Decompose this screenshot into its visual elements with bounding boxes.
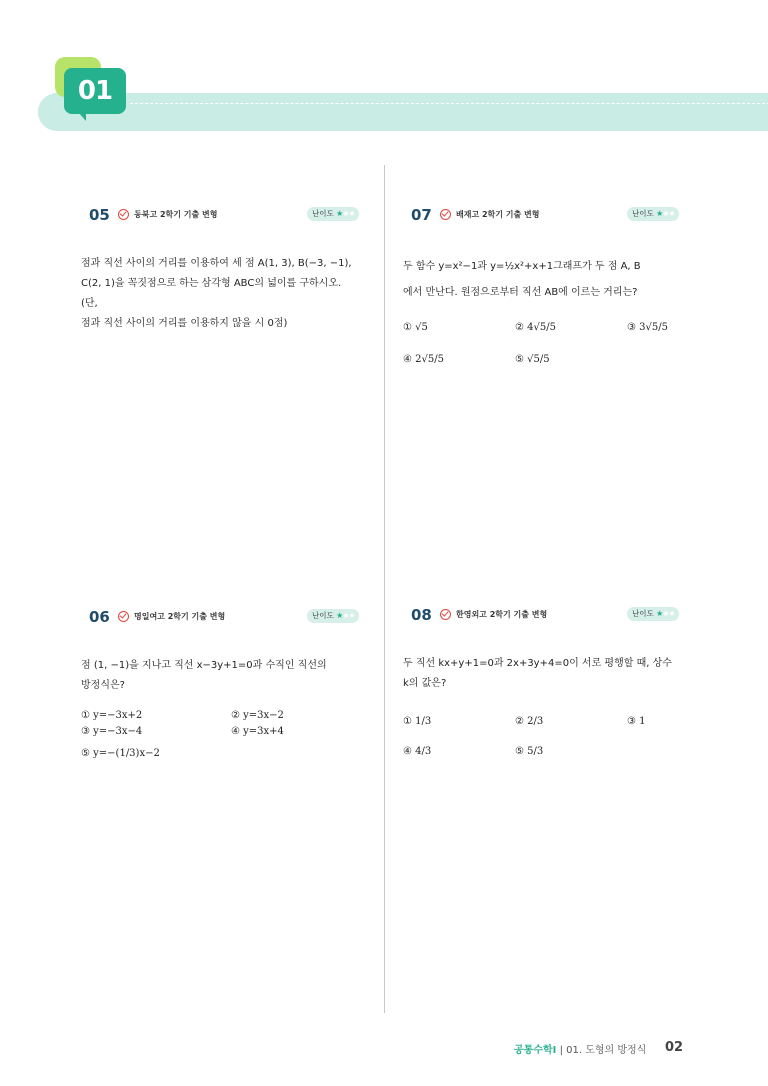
- problem-line: 두 직선 kx+y+1=0과 2x+3y+4=0이 서로 평행할 때, 상수: [403, 658, 672, 669]
- problem-line: 점 (1, −1)을 지나고 직선 x−3y+1=0과 수직인 직선의: [81, 660, 327, 671]
- choice-4[interactable]: ④ y=3x+4: [231, 726, 284, 737]
- choice-4[interactable]: ④ 2√5/5: [403, 354, 444, 365]
- problem-07: [403, 206, 679, 380]
- choice-1[interactable]: ① y=−3x+2: [81, 710, 143, 721]
- problem-text: [81, 656, 361, 696]
- problem-line: 에서 만난다. 원점으로부터 직선 AB에 이르는 거리는?: [403, 287, 638, 298]
- problem-text: [403, 254, 693, 306]
- chapter-header-band: [38, 93, 768, 131]
- choice-3[interactable]: ③ 1: [627, 716, 646, 727]
- footer-separator: |: [559, 1045, 563, 1056]
- problem-source: 배재고 2학기 기출 변형: [456, 210, 540, 219]
- choice-5[interactable]: ⑤ y=−(1/3)x−2: [81, 748, 160, 759]
- footer-chapter: 01. 도형의 방정식: [566, 1045, 647, 1056]
- column-divider: [384, 165, 385, 1013]
- problem-text: [81, 254, 361, 334]
- problem-text: [403, 654, 693, 694]
- footer-book-title: 공통수학Ⅰ: [514, 1045, 557, 1056]
- problem-source: 명일여고 2학기 기출 변형: [134, 612, 226, 621]
- choice-list: [403, 320, 679, 380]
- problem-08: [403, 606, 679, 768]
- check-icon: [118, 209, 129, 220]
- difficulty-badge: [627, 207, 679, 221]
- header-dashed-line: [130, 103, 768, 104]
- problem-line: 점과 직선 사이의 거리를 이용하여 세 점 A(1, 3), B(−3, −1),: [81, 258, 352, 269]
- problem-line: k의 값은?: [403, 678, 447, 689]
- page-number: 02: [665, 1040, 684, 1055]
- star-icons: ★★★: [336, 611, 355, 620]
- chapter-badge: 01: [64, 68, 126, 114]
- choice-2[interactable]: ② 4√5/5: [515, 322, 556, 333]
- star-icons: ★★★: [336, 209, 355, 218]
- check-icon: [118, 611, 129, 622]
- choice-5[interactable]: ⑤ 5/3: [515, 746, 544, 757]
- problem-line: 점과 직선 사이의 거리를 이용하지 않을 시 0점): [81, 318, 288, 329]
- check-icon: [440, 209, 451, 220]
- difficulty-label: 난이도: [312, 209, 334, 218]
- difficulty-badge: [307, 609, 359, 623]
- choice-1[interactable]: ① 1/3: [403, 716, 432, 727]
- difficulty-badge: [627, 607, 679, 621]
- choice-5[interactable]: ⑤ √5/5: [515, 354, 550, 365]
- problem-source: 한영외고 2학기 기출 변형: [456, 610, 548, 619]
- problem-05: [81, 206, 359, 334]
- page-footer: [514, 1041, 646, 1056]
- problem-line: C(2, 1)을 꼭짓점으로 하는 삼각형 ABC의 넓이를 구하시오. (단,: [81, 278, 342, 309]
- choice-2[interactable]: ② y=3x−2: [231, 710, 284, 721]
- choice-3[interactable]: ③ 3√5/5: [627, 322, 668, 333]
- difficulty-badge: [307, 207, 359, 221]
- star-icons: ★★★: [656, 609, 675, 618]
- problem-line: 방정식은?: [81, 680, 125, 691]
- problem-number: 05: [89, 206, 110, 224]
- problem-number: 08: [411, 606, 432, 624]
- choice-list: [403, 708, 679, 768]
- difficulty-label: 난이도: [632, 609, 654, 618]
- problem-number: 06: [89, 608, 110, 626]
- check-icon: [440, 609, 451, 620]
- choice-4[interactable]: ④ 4/3: [403, 746, 432, 757]
- chapter-badge-tail: [78, 112, 86, 121]
- star-icons: ★★★: [656, 209, 675, 218]
- choice-list: [81, 710, 359, 780]
- problem-source: 동북고 2학기 기출 변형: [134, 210, 218, 219]
- choice-1[interactable]: ① √5: [403, 322, 428, 333]
- choice-3[interactable]: ③ y=−3x−4: [81, 726, 143, 737]
- difficulty-label: 난이도: [312, 611, 334, 620]
- problem-06: [81, 608, 359, 780]
- problem-number: 07: [411, 206, 432, 224]
- problem-line: 두 함수 y=x²−1과 y=½x²+x+1그래프가 두 점 A, B: [403, 261, 641, 272]
- difficulty-label: 난이도: [632, 209, 654, 218]
- choice-2[interactable]: ② 2/3: [515, 716, 544, 727]
